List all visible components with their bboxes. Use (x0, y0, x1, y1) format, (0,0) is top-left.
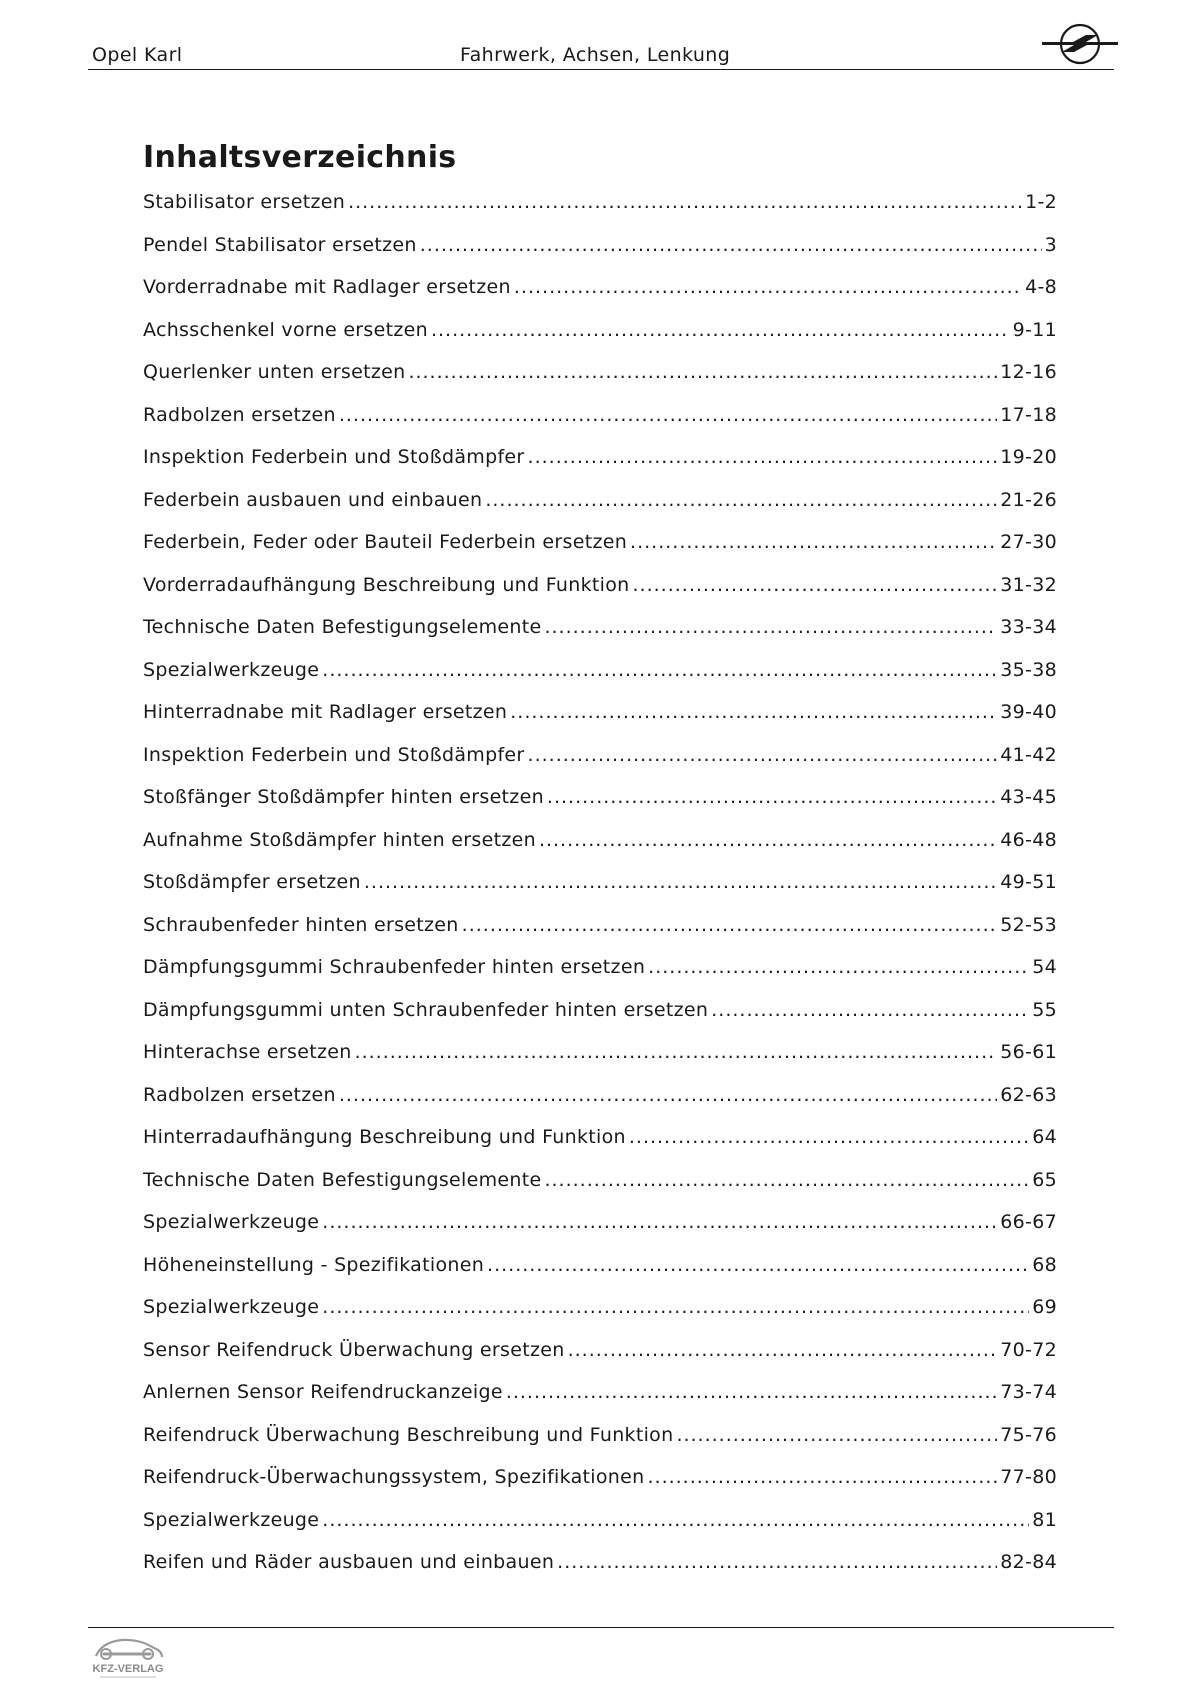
toc-dot-leader (544, 1169, 1029, 1191)
toc-entry (143, 1509, 1057, 1552)
toc-dot-leader (528, 744, 998, 766)
toc-entry-page: 64 (1032, 1126, 1057, 1148)
toc-entry-label: Stoßfänger Stoßdämpfer hinten ersetzen (143, 786, 544, 808)
toc-entry-page: 12-16 (1000, 361, 1057, 383)
toc-entry-label: Spezialwerkzeuge (143, 1508, 320, 1531)
toc-entry (143, 191, 1057, 234)
toc-entry (143, 1211, 1057, 1254)
toc-dot-leader (630, 531, 997, 553)
footer-divider (88, 1627, 1114, 1628)
toc-entry-page: 69 (1032, 1296, 1057, 1318)
toc-entry-page: 1-2 (1025, 191, 1057, 213)
toc-dot-leader (544, 616, 997, 638)
toc-entry-label: Hinterradnabe mit Radlager ersetzen (143, 701, 508, 723)
toc-dot-leader (431, 319, 1010, 341)
toc-entry-page: 3 (1044, 233, 1057, 256)
toc-entry-page: 70-72 (1000, 1338, 1057, 1361)
toc-dot-leader (339, 404, 997, 426)
toc-entry-label: Vorderradaufhängung Beschreibung und Funktion (143, 573, 630, 596)
toc-entry-page: 66-67 (1000, 1211, 1057, 1233)
toc-entry (143, 361, 1057, 404)
header-section-title: Fahrwerk, Achsen, Lenkung (460, 44, 731, 66)
toc-entry-page: 56-61 (1000, 1041, 1057, 1063)
toc-entry-label: Dämpfungsgummi unten Schraubenfeder hinten ersetzen (143, 998, 709, 1021)
toc-entry-label: Schraubenfeder hinten ersetzen (143, 913, 459, 936)
toc-entry-label: Stoßdämpfer ersetzen (143, 871, 361, 893)
toc-entry-page: 4-8 (1025, 276, 1057, 298)
toc-dot-leader (322, 659, 997, 681)
toc-dot-leader (514, 276, 1022, 298)
toc-dot-leader (510, 701, 997, 723)
toc-entry-label: Spezialwerkzeuge (143, 1296, 320, 1318)
toc-dot-leader (364, 871, 997, 893)
toc-entry (143, 1296, 1057, 1339)
toc-entry-label: Hinterradaufhängung Beschreibung und Funktion (143, 1126, 626, 1148)
toc-entry (143, 1126, 1057, 1169)
toc-entry-label: Technische Daten Befestigungselemente (143, 616, 542, 638)
page-title: Inhaltsverzeichnis (143, 140, 457, 175)
toc-entry (143, 1424, 1057, 1467)
toc-entry-page: 49-51 (1000, 871, 1057, 893)
toc-entry-page: 73-74 (1000, 1381, 1057, 1403)
toc-entry-label: Stabilisator ersetzen (143, 191, 346, 213)
header-vehicle-name: Opel Karl (92, 44, 183, 66)
footer-logo-text: KFZ-VERLAG (92, 1663, 164, 1675)
toc-entry (143, 1339, 1057, 1382)
toc-dot-leader (648, 956, 1029, 978)
toc-entry-label: Technische Daten Befestigungselemente (143, 1168, 542, 1191)
toc-entry (143, 1041, 1057, 1084)
toc-entry-page: 43-45 (1000, 786, 1057, 808)
toc-entry-label: Achsschenkel vorne ersetzen (143, 318, 428, 341)
toc-entry-page: 82-84 (1000, 1551, 1057, 1573)
toc-entry (143, 1169, 1057, 1212)
toc-entry (143, 319, 1057, 362)
toc-dot-leader (547, 786, 997, 808)
toc-dot-leader (339, 1084, 997, 1106)
toc-entry (143, 1551, 1057, 1594)
toc-entry-label: Spezialwerkzeuge (143, 658, 320, 681)
toc-dot-leader (420, 234, 1042, 256)
toc-entry-label: Federbein, Feder oder Bauteil Federbein ersetzen (143, 531, 628, 553)
toc-entry (143, 531, 1057, 574)
toc-dot-leader (539, 829, 997, 851)
kfz-verlag-car-wrench-logo-icon (88, 1630, 168, 1680)
toc-entry-page: 54 (1032, 956, 1057, 978)
toc-entry-label: Federbein ausbauen und einbauen (143, 488, 483, 511)
toc-dot-leader (557, 1551, 997, 1573)
toc-dot-leader (676, 1424, 997, 1446)
toc-entry-label: Inspektion Federbein und Stoßdämpfer (143, 446, 525, 468)
toc-entry (143, 871, 1057, 914)
toc-entry-label: Inspektion Federbein und Stoßdämpfer (143, 743, 525, 766)
toc-dot-leader (528, 446, 998, 468)
opel-blitz-logo-icon (1040, 18, 1120, 70)
toc-dot-leader (647, 1466, 997, 1488)
toc-dot-leader (633, 574, 998, 596)
toc-entry-page: 27-30 (1000, 531, 1057, 553)
toc-entry (143, 489, 1057, 532)
toc-entry-label: Hinterachse ersetzen (143, 1041, 352, 1063)
toc-entry-label: Reifendruck Überwachung Beschreibung und Funktion (143, 1423, 674, 1446)
toc-entry (143, 786, 1057, 829)
toc-entry (143, 744, 1057, 787)
toc-entry-label: Dämpfungsgummi Schraubenfeder hinten ersetzen (143, 956, 646, 978)
toc-entry (143, 574, 1057, 617)
toc-entry-label: Sensor Reifendruck Überwachung ersetzen (143, 1338, 565, 1361)
toc-entry-page: 55 (1032, 998, 1057, 1021)
header-divider (88, 69, 1114, 70)
toc-entry-page: 68 (1032, 1253, 1057, 1276)
toc-entry (143, 829, 1057, 872)
toc-entry-label: Radbolzen ersetzen (143, 1083, 336, 1106)
toc-entry-label: Spezialwerkzeuge (143, 1211, 320, 1233)
toc-entry-page: 33-34 (1000, 616, 1057, 638)
toc-entry (143, 1466, 1057, 1509)
toc-entry-label: Vorderradnabe mit Radlager ersetzen (143, 276, 511, 298)
toc-entry-page: 75-76 (1000, 1423, 1057, 1446)
toc-entry (143, 616, 1057, 659)
toc-dot-leader (355, 1041, 998, 1063)
toc-entry-page: 17-18 (1000, 403, 1057, 426)
toc-entry-label: Radbolzen ersetzen (143, 403, 336, 426)
toc-entry-label: Pendel Stabilisator ersetzen (143, 233, 417, 256)
toc-entry-page: 31-32 (1000, 573, 1057, 596)
toc-entry (143, 276, 1057, 319)
toc-entry-label: Höheneinstellung - Spezifikationen (143, 1253, 485, 1276)
toc-entry-label: Reifen und Räder ausbauen und einbauen (143, 1551, 555, 1573)
toc-dot-leader (485, 489, 997, 511)
table-of-contents (143, 191, 1057, 1594)
toc-dot-leader (629, 1126, 1029, 1148)
toc-entry-label: Aufnahme Stoßdämpfer hinten ersetzen (143, 828, 536, 851)
toc-entry-page: 52-53 (1000, 913, 1057, 936)
toc-entry-label: Anlernen Sensor Reifendruckanzeige (143, 1381, 503, 1403)
toc-entry (143, 234, 1057, 277)
toc-entry (143, 659, 1057, 702)
toc-dot-leader (506, 1381, 997, 1403)
toc-dot-leader (322, 1211, 997, 1233)
toc-entry-label: Reifendruck-Überwachungssystem, Spezifikationen (143, 1466, 645, 1488)
toc-dot-leader (408, 361, 997, 383)
toc-dot-leader (322, 1296, 1029, 1318)
page-header (88, 30, 1114, 72)
toc-entry (143, 1084, 1057, 1127)
toc-entry-page: 65 (1032, 1168, 1057, 1191)
toc-entry-page: 62-63 (1000, 1083, 1057, 1106)
toc-dot-leader (487, 1254, 1029, 1276)
toc-dot-leader (568, 1339, 998, 1361)
toc-entry (143, 446, 1057, 489)
toc-dot-leader (462, 914, 998, 936)
toc-entry-page: 77-80 (1000, 1466, 1057, 1488)
toc-entry-page: 21-26 (1000, 488, 1057, 511)
toc-entry (143, 404, 1057, 447)
toc-entry-page: 46-48 (1000, 828, 1057, 851)
toc-entry-page: 39-40 (1000, 701, 1057, 723)
toc-entry-label: Querlenker unten ersetzen (143, 361, 406, 383)
toc-entry (143, 956, 1057, 999)
toc-entry (143, 914, 1057, 957)
toc-entry (143, 999, 1057, 1042)
toc-dot-leader (348, 191, 1022, 213)
toc-dot-leader (711, 999, 1029, 1021)
toc-entry (143, 701, 1057, 744)
toc-entry-page: 9-11 (1012, 318, 1057, 341)
toc-entry-page: 35-38 (1000, 658, 1057, 681)
toc-dot-leader (322, 1509, 1029, 1531)
toc-entry-page: 41-42 (1000, 743, 1057, 766)
toc-entry (143, 1381, 1057, 1424)
toc-entry-page: 19-20 (1000, 446, 1057, 468)
toc-entry-page: 81 (1032, 1508, 1057, 1531)
toc-entry (143, 1254, 1057, 1297)
